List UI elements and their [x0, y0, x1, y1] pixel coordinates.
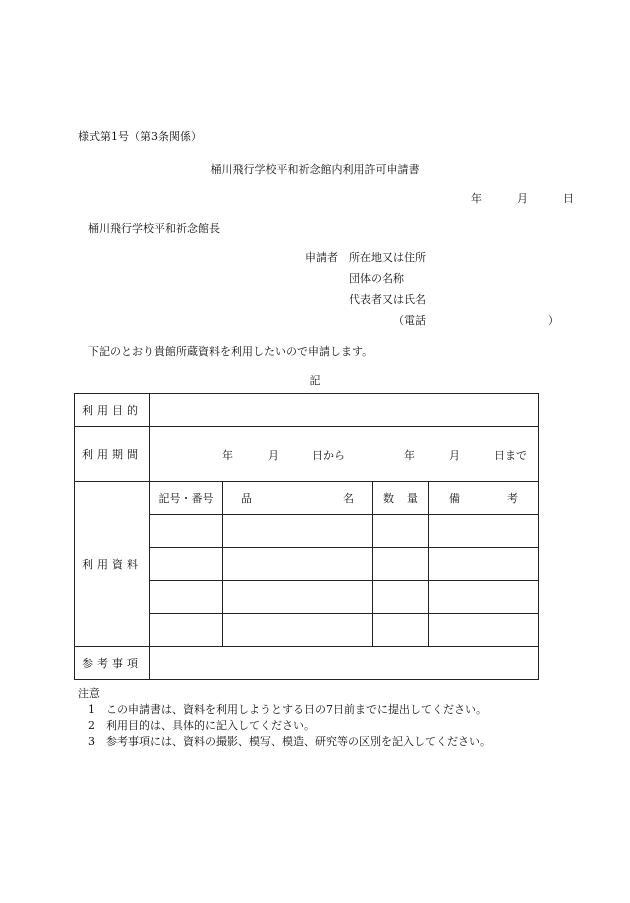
- phone-label: （電話: [393, 314, 426, 327]
- date-year-label: 年: [471, 192, 482, 205]
- material-number-cell[interactable]: [150, 548, 223, 581]
- note-item: 2 利用目的は、具体的に記入してください。: [88, 719, 315, 732]
- period-year-to: 年: [404, 449, 415, 462]
- materials-header-row: [75, 482, 539, 515]
- materials-name-header: 品 名: [223, 482, 373, 515]
- applicant-address-label: 所在地又は住所: [349, 251, 426, 264]
- document-title: 桶川飛行学校平和祈念館内利用許可申請書: [210, 163, 420, 176]
- materials-remarks-header: 備 考: [429, 482, 539, 515]
- period-field[interactable]: [150, 427, 539, 482]
- material-remarks-cell[interactable]: [429, 581, 539, 614]
- applicant-label: 申請者: [305, 251, 338, 264]
- material-qty-cell[interactable]: [373, 548, 429, 581]
- period-row: [75, 427, 539, 482]
- date-line: [471, 192, 574, 206]
- date-month-label: 月: [517, 192, 528, 205]
- date-day-label: 日: [563, 192, 574, 205]
- ki-heading: 記: [309, 374, 321, 387]
- material-remarks-cell[interactable]: [429, 515, 539, 548]
- material-name-cell[interactable]: [223, 581, 373, 614]
- materials-number-header: 記号・番号: [150, 482, 223, 515]
- applicant-org-name-label: 団体の名称: [349, 272, 404, 285]
- application-table: [74, 393, 539, 680]
- note-item: 1 この申請書は、資料を利用しようとする日の7日前までに提出してください。: [88, 703, 487, 716]
- purpose-row: [75, 394, 539, 427]
- material-number-cell[interactable]: [150, 515, 223, 548]
- period-day-to: 日まで: [494, 449, 527, 462]
- material-remarks-cell[interactable]: [429, 548, 539, 581]
- material-number-cell[interactable]: [150, 581, 223, 614]
- remarks-row: [75, 647, 539, 680]
- material-name-cell[interactable]: [223, 614, 373, 647]
- materials-label: 利用資料: [75, 482, 150, 647]
- period-year-from: 年: [222, 449, 233, 462]
- materials-qty-header: 数 量: [373, 482, 429, 515]
- form-number: 様式第1号（第3条関係）: [78, 130, 202, 143]
- purpose-label: 利用目的: [75, 394, 150, 427]
- phone-close-paren: ）: [548, 314, 559, 327]
- material-name-cell[interactable]: [223, 515, 373, 548]
- period-day-from: 日から: [312, 449, 345, 462]
- material-qty-cell[interactable]: [373, 515, 429, 548]
- request-statement: 下記のとおり貴館所蔵資料を利用したいので申請します。: [88, 345, 374, 358]
- remarks-label: 参考事項: [75, 647, 150, 680]
- period-month-from: 月: [268, 449, 279, 462]
- material-qty-cell[interactable]: [373, 614, 429, 647]
- material-remarks-cell[interactable]: [429, 614, 539, 647]
- purpose-field[interactable]: [150, 394, 539, 427]
- period-month-to: 月: [449, 449, 460, 462]
- material-qty-cell[interactable]: [373, 581, 429, 614]
- material-number-cell[interactable]: [150, 614, 223, 647]
- material-name-cell[interactable]: [223, 548, 373, 581]
- addressee: 桶川飛行学校平和祈念館長: [88, 222, 220, 235]
- applicant-representative-label: 代表者又は氏名: [349, 293, 426, 306]
- note-item: 3 参考事項には、資料の撮影、模写、模造、研究等の区別を記入してください。: [88, 735, 491, 748]
- notes-title: 注意: [78, 687, 100, 700]
- remarks-field[interactable]: [150, 647, 539, 680]
- period-label: 利用期間: [75, 427, 150, 482]
